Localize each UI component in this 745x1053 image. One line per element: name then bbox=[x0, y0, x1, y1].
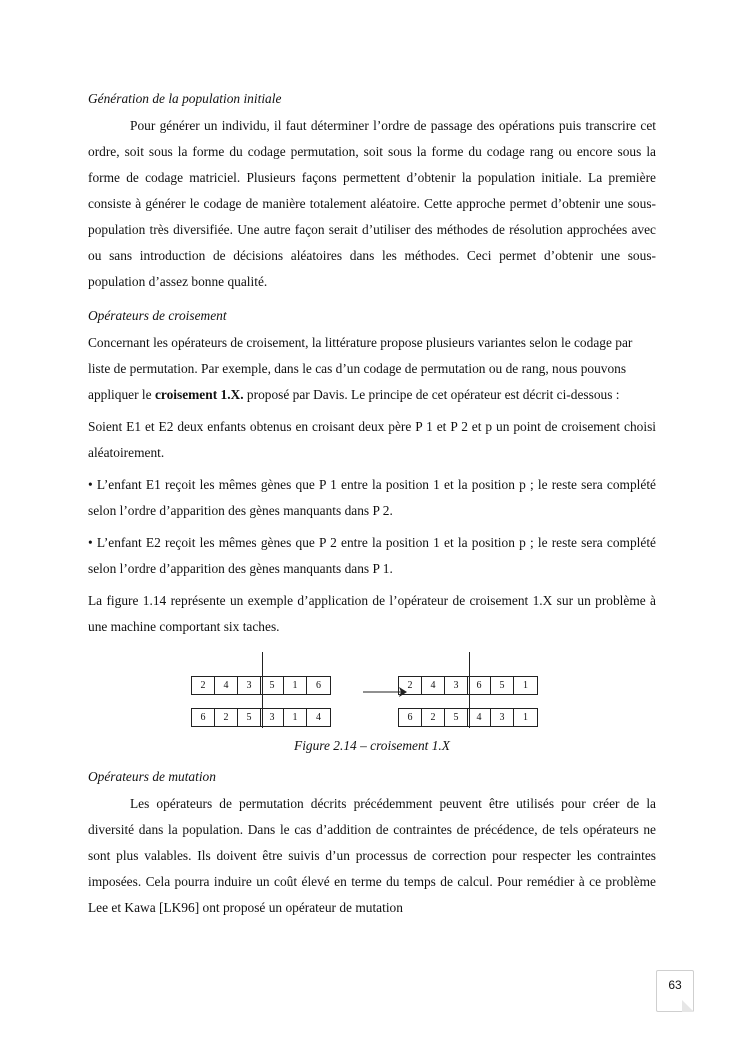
crossover-figure bbox=[88, 652, 656, 730]
gene-cell: 3 bbox=[445, 677, 468, 694]
gene-cell: 4 bbox=[316, 712, 321, 723]
crossover-term: croisement 1.X. bbox=[154, 387, 244, 402]
gene-cell: 5 bbox=[445, 709, 468, 726]
paragraph-mutation: Les opérateurs de permutation décrits précédemment peuvent être utilisés pour créer de la diversité dans la population. Dans le cas d’addition de contraintes de précédence, de tels opérateurs ne sont plus valables. Ils doivent être suivis d’un processus de correction pour respecter les contraintes imposées. Cela pourra induire un coût élevé en terme du temps de calcul. Pour remédier à ce problème Lee et Kawa [LK96] ont proposé un opérateur de mutation bbox=[88, 796, 656, 915]
gene-cell: 1 bbox=[523, 680, 528, 691]
gene-cell: 6 bbox=[468, 677, 491, 694]
gene-cell: 2 bbox=[422, 709, 445, 726]
gene-cell: 4 bbox=[422, 677, 445, 694]
gene-cell: 2 bbox=[192, 677, 215, 694]
child1-row bbox=[398, 676, 538, 695]
gene-cell: 3 bbox=[238, 677, 261, 694]
heading-crossover: Opérateurs de croisement bbox=[88, 308, 227, 323]
paragraph-initial-population: Pour générer un individu, il faut déterminer l’ordre de passage des opérations puis transcrire cet ordre, soit sous la forme du codage permutation, soit sous la forme du codage rang ou encore sous la forme de codage matriciel. Plusieurs façons permettent d’obtenir la population initiale. La première consiste à générer le codage de manière totalement aléatoire. Cette approche permet d’obtenir une sous-population très diversifiée. Une autre façon serait d’utiliser des méthodes de résolution approchées avec ou sans introduction de décisions aléatoires dans les méthodes. Ceci permet d’obtenir une sous-population d’assez bonne qualité. bbox=[88, 118, 656, 289]
gene-cell: 1 bbox=[284, 709, 307, 726]
gene-cell: 6 bbox=[316, 680, 321, 691]
child2-row bbox=[398, 708, 538, 727]
paragraph-figure-reference: La figure 1.14 représente un exemple d’application de l’opérateur de croisement 1.X sur un problème à une machine comportant six taches. bbox=[88, 593, 656, 634]
paragraph-child-e1: • L’enfant E1 reçoit les mêmes gènes que P 1 entre la position 1 et la position p ; le reste sera complété selon l’ordre d’apparition des gènes manquants dans P 2. bbox=[88, 477, 656, 518]
parent2-row bbox=[191, 708, 331, 727]
gene-cell: 3 bbox=[491, 709, 514, 726]
gene-cell: 5 bbox=[491, 677, 514, 694]
gene-cell: 3 bbox=[261, 709, 284, 726]
paragraph-crossover-definition: Soient E1 et E2 deux enfants obtenus en croisant deux père P 1 et P 2 et p un point de croisement choisi aléatoirement. bbox=[88, 419, 656, 460]
gene-cell: 6 bbox=[192, 709, 215, 726]
heading-initial-population: Génération de la population initiale bbox=[88, 91, 282, 106]
page-number-box bbox=[656, 970, 694, 1012]
gene-cell: 2 bbox=[215, 709, 238, 726]
page-curl-icon bbox=[682, 1000, 694, 1012]
gene-cell: 4 bbox=[215, 677, 238, 694]
gene-cell: 5 bbox=[238, 709, 261, 726]
cut-point-line-parents bbox=[262, 652, 263, 728]
gene-cell: 5 bbox=[261, 677, 284, 694]
heading-mutation: Opérateurs de mutation bbox=[88, 769, 216, 784]
page-number: 63 bbox=[668, 978, 682, 992]
page-body bbox=[88, 86, 656, 921]
gene-cell: 6 bbox=[399, 709, 422, 726]
figure-caption: Figure 2.14 – croisement 1.X bbox=[294, 738, 450, 753]
gene-cell: 2 bbox=[399, 677, 422, 694]
parent1-row bbox=[191, 676, 331, 695]
paragraph-child-e2: • L’enfant E2 reçoit les mêmes gènes que P 2 entre la position 1 et la position p ; le reste sera complété selon l’ordre d’apparition des gènes manquants dans P 1. bbox=[88, 535, 656, 576]
gene-cell: 1 bbox=[284, 677, 307, 694]
gene-cell: 1 bbox=[523, 712, 528, 723]
cut-point-line-children bbox=[469, 652, 470, 728]
gene-cell: 4 bbox=[468, 709, 491, 726]
paragraph-crossover-intro: Concernant les opérateurs de croisement, la littérature propose plusieurs variantes selon le codage par liste de permutation. Par exemple, dans le cas d’un codage de permutation ou de rang, nous pouvons appliquer le croisement 1.X. proposé par Davis. Le principe de cet opérateur est décrit ci-dessous : bbox=[88, 335, 633, 402]
